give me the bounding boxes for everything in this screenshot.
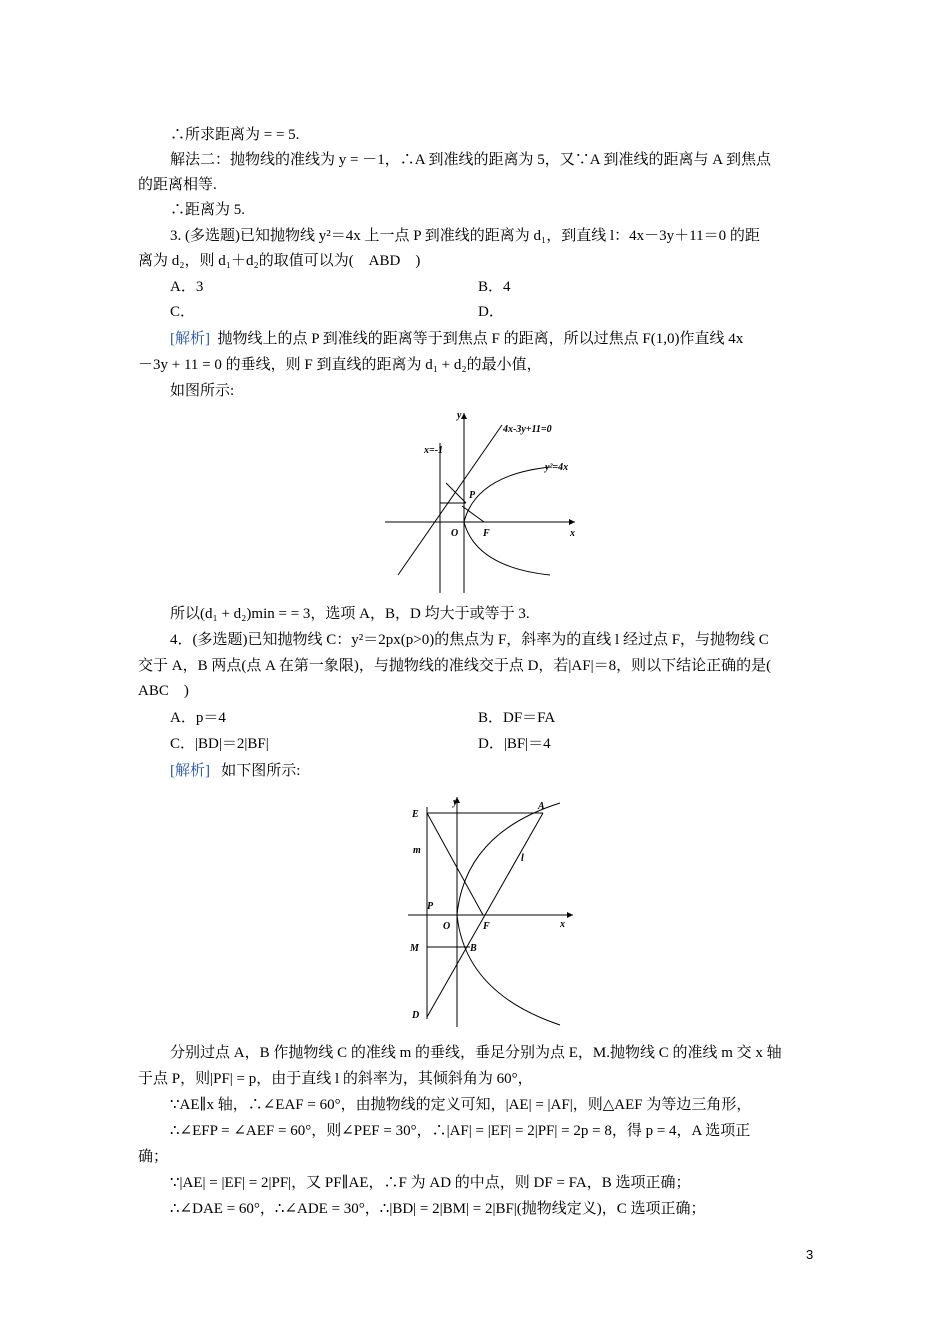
label-y: y xyxy=(453,797,458,808)
option-c: C．|BD|＝2|BF| xyxy=(170,736,269,752)
option-c: C． xyxy=(170,304,196,320)
label-x: x xyxy=(570,528,575,539)
question-3-line: 离为 d₂，则 d₁＋d₂的取值可以为( ABD ) xyxy=(138,253,421,269)
analysis-3-line xyxy=(170,328,850,350)
analysis-tag: [解析] xyxy=(170,331,210,347)
option-d: D． xyxy=(478,304,504,320)
analysis-3-line: 如图所示: xyxy=(170,383,235,399)
option-b: B．DF＝FA xyxy=(478,710,556,726)
text-line: ∴所求距离为 = = 5. xyxy=(170,127,300,143)
analysis-tag: [解析] xyxy=(170,763,210,779)
label-y: y xyxy=(457,410,462,421)
figure-1-parabola-diagram xyxy=(380,405,580,595)
label-d: D xyxy=(412,1010,420,1021)
solution-line: 确； xyxy=(138,1149,169,1165)
figure-2-parabola-diagram xyxy=(405,793,580,1029)
solution-line: 于点 P，则|PF| = p，由于直线 l 的斜率为，其倾斜角为 60°， xyxy=(138,1071,533,1087)
option-b: B．4 xyxy=(478,279,511,295)
solution-line: ∵|AE| = |EF| = 2|PF|，又 PF∥AE，∴F 为 AD 的中点，则 DF = FA，B 选项正确； xyxy=(170,1175,691,1191)
label-l: l xyxy=(521,853,524,864)
label-x: x xyxy=(560,919,565,930)
label-parabola-equation: y²=4x xyxy=(545,462,569,473)
text-line: ∴距离为 5. xyxy=(170,202,246,218)
label-directrix: x=-1 xyxy=(424,445,444,456)
option-d: D．|BF|＝4 xyxy=(478,736,551,752)
analysis-text: 如下图所示: xyxy=(221,763,301,779)
solution-line: ∴∠EFP = ∠AEF = 60°，则∠PEF = 30°，∴|AF| = |EF| = 2|PF| = 2p = 8，得 p = 4，A 选项正 xyxy=(170,1123,751,1139)
page-number: 3 xyxy=(806,1247,814,1262)
label-f: F xyxy=(483,921,490,932)
text-line: 的距离相等. xyxy=(138,177,217,193)
parabola-upper xyxy=(464,467,550,522)
question-4-line: ABC ) xyxy=(138,683,189,699)
label-o: O xyxy=(443,921,451,932)
parabola-lower xyxy=(464,522,550,575)
solution-line: ∴∠DAE = 60°，∴∠ADE = 30°，∴|BD| = 2|BM| = 2|BF|(抛物线定义)，C 选项正确； xyxy=(170,1201,706,1217)
label-line-equation: 4x-3y+11=0 xyxy=(503,424,552,435)
analysis-text: 抛物线上的点 P 到准线的距离等于到焦点 F 的距离，所以过焦点 F(1,0)作直线 4x xyxy=(217,331,744,347)
segment-to-line xyxy=(446,483,466,503)
question-4-line: 4．(多选题)已知抛物线 C：y²＝2px(p>0)的焦点为 F，斜率为的直线 l 经过点 F，与抛物线 C xyxy=(170,632,769,648)
segment-ef xyxy=(427,813,483,915)
question-4-line: 交于 A，B 两点(点 A 在第一象限)，与抛物线的准线交于点 D，若|AF|＝8，则以下结论正确的是( xyxy=(138,658,772,674)
label-o: O xyxy=(451,528,459,539)
analysis-3-line: －3y + 11 = 0 的垂线，则 F 到直线的距离为 d₁ + d₂的最小值， xyxy=(138,357,542,373)
option-a: A．3 xyxy=(170,279,204,295)
option-a: A．p＝4 xyxy=(170,710,226,726)
label-p: P xyxy=(469,490,476,501)
solution-line: 分别过点 A，B 作抛物线 C 的准线 m 的垂线，垂足分别为点 E，M.抛物线 C 的准线 m 交 x 轴 xyxy=(170,1045,782,1061)
text-line: 解法二：抛物线的准线为 y = －1，∴A 到准线的距离为 5，又∵A 到准线的距离与 A 到焦点 xyxy=(170,152,771,168)
label-a: A xyxy=(538,801,545,812)
text-line: 所以(d₁ + d₂)min = = 3，选项 A，B，D 均大于或等于 3. xyxy=(170,606,530,622)
question-3-line: 3. (多选题)已知抛物线 y²＝4x 上一点 P 到准线的距离为 d₁，到直线 l：4x－3y＋11＝0 的距 xyxy=(170,228,760,244)
label-b: B xyxy=(470,943,477,954)
label-m-directrix: m xyxy=(413,845,421,856)
parabola-lower xyxy=(457,915,560,1025)
label-f: F xyxy=(483,528,490,539)
analysis-4-line xyxy=(170,760,850,782)
perpendicular-segment xyxy=(462,506,484,522)
parabola-upper xyxy=(457,803,560,915)
line-4x-3y+11 xyxy=(398,425,502,575)
label-m-point: M xyxy=(410,943,419,954)
label-p: P xyxy=(427,901,434,912)
label-e: E xyxy=(412,809,419,820)
solution-line: ∵AE∥x 轴，∴∠EAF = 60°，由抛物线的定义可知，|AE| = |AF|，则△AEF 为等边三角形， xyxy=(170,1097,752,1113)
